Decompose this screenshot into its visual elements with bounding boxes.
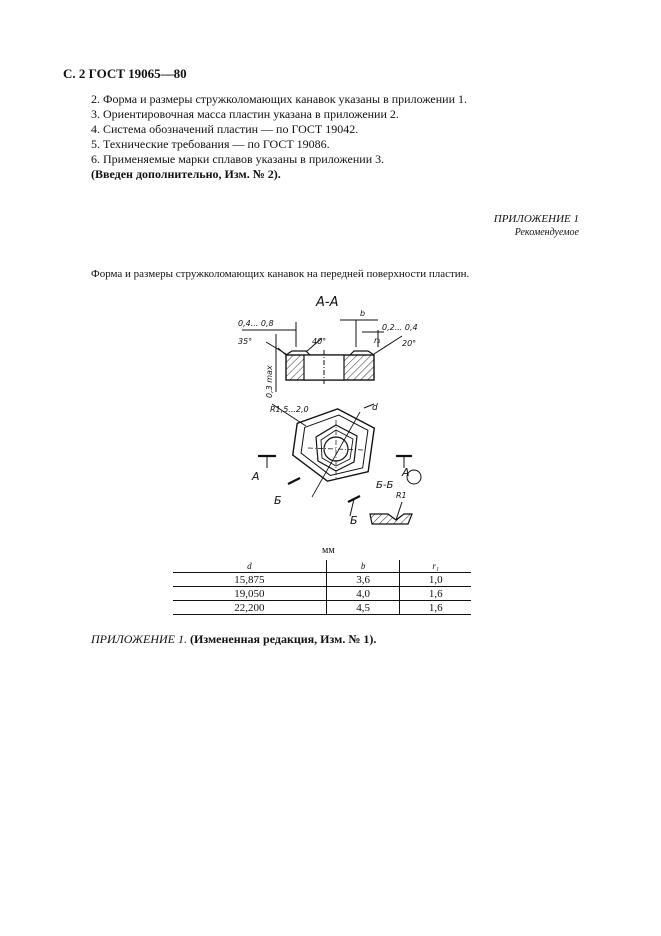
table-cell: 4,5 xyxy=(326,601,400,615)
item-5: 5. Технические требования — по ГОСТ 19086. xyxy=(91,137,330,151)
table-cell: 4,0 xyxy=(326,587,400,601)
footnote xyxy=(91,632,376,647)
dim-right-label: 0,2... 0,4 xyxy=(382,323,418,332)
table-cell: 1,6 xyxy=(400,587,471,601)
appendix-title: ПРИЛОЖЕНИЕ 1 xyxy=(493,213,579,225)
footnote-appendix: ПРИЛОЖЕНИЕ 1. xyxy=(91,632,187,646)
table-header-row xyxy=(173,560,471,573)
b-left-label: Б xyxy=(274,494,282,507)
angle-20-label: 20° xyxy=(402,339,417,348)
dim-left-label: 0,4... 0,8 xyxy=(238,319,274,328)
technical-drawing xyxy=(236,292,426,537)
header-d: d xyxy=(173,560,326,573)
dimensions-table xyxy=(173,560,471,615)
header-r1: r₁ xyxy=(400,560,471,573)
item-3: 3. Ориентировочная масса пластин указана в приложении 2. xyxy=(91,107,399,121)
amendment-note: (Введен дополнительно, Изм. № 2). xyxy=(91,167,281,181)
table-unit: мм xyxy=(322,545,335,556)
item-6: 6. Применяемые марки сплавов указаны в приложении 3. xyxy=(91,152,385,166)
page-header: С. 2 ГОСТ 19065—80 xyxy=(63,66,187,81)
a-left-label: А xyxy=(252,470,260,483)
angle-35-label: 35° xyxy=(238,337,253,346)
d-label: d xyxy=(372,403,378,413)
table-cell: 1,6 xyxy=(400,601,471,615)
table-cell: 19,050 xyxy=(173,587,326,601)
numbered-items xyxy=(91,92,467,182)
section-bb-label: Б-Б xyxy=(376,480,394,491)
appendix-heading xyxy=(494,212,579,240)
angle-40-label: 40° xyxy=(312,337,327,346)
b-bottom-label: Б xyxy=(350,514,358,527)
table-row xyxy=(173,587,471,601)
dim-b-label: b xyxy=(360,309,366,318)
table-row xyxy=(173,573,471,587)
table-row xyxy=(173,601,471,615)
table-cell: 22,200 xyxy=(173,601,326,615)
depth-label: 0,3 max xyxy=(265,365,274,398)
radius-label: R1,5...2,0 xyxy=(270,405,309,414)
table-cell: 15,875 xyxy=(173,573,326,587)
table-cell: 3,6 xyxy=(326,573,400,587)
a-right-label: А xyxy=(402,466,410,479)
table-cell: 1,0 xyxy=(400,573,471,587)
header-b: b xyxy=(326,560,400,573)
r1-detail-label: R1 xyxy=(396,491,407,500)
r1-label: r₁ xyxy=(374,336,381,345)
item-2: 2. Форма и размеры стружколомающих канавок указаны в приложении 1. xyxy=(91,92,468,106)
item-4: 4. Система обозначений пластин — по ГОСТ 19042. xyxy=(91,122,359,136)
footnote-edition: (Измененная редакция, Изм. № 1). xyxy=(189,632,377,646)
appendix-subtitle: Рекомендуемое xyxy=(514,227,579,238)
figure-caption: Форма и размеры стружколомающих канавок на передней поверхности пластин. xyxy=(91,268,470,280)
section-aa-label: А-А xyxy=(316,295,339,310)
